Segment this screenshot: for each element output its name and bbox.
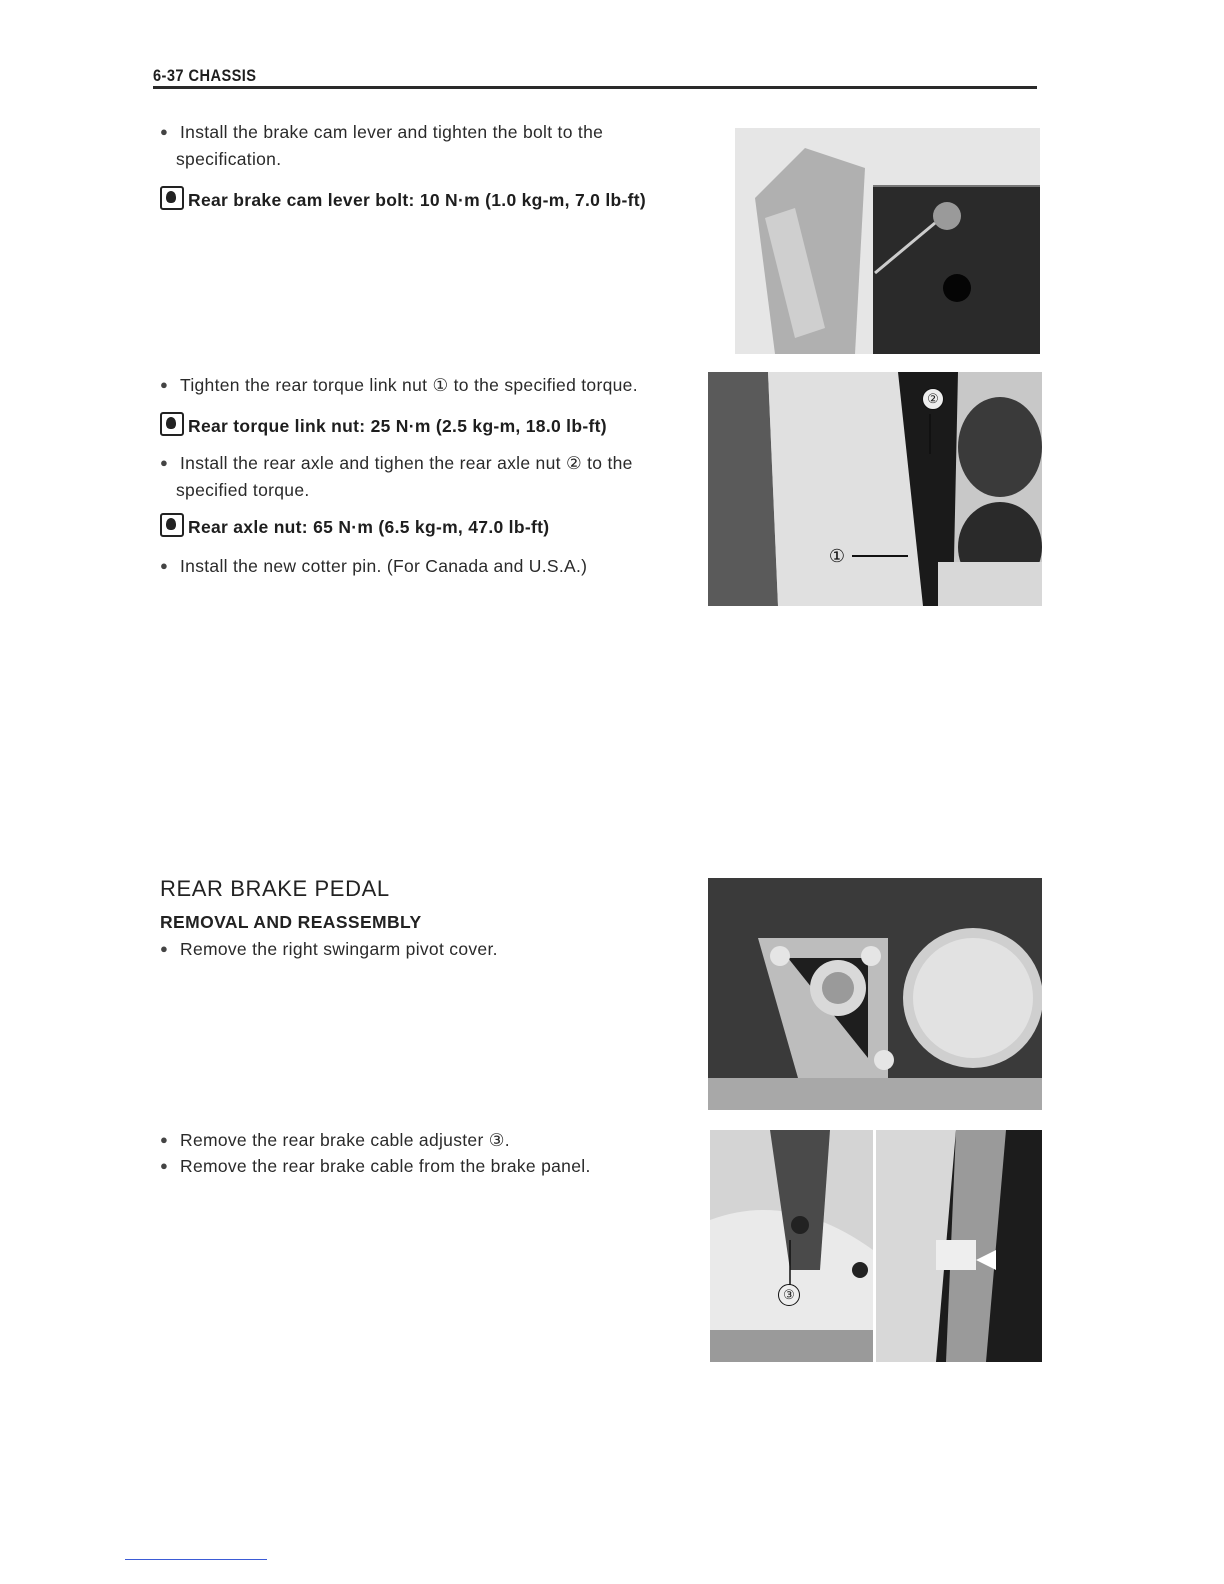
bullet-icon: ● bbox=[160, 455, 169, 470]
step-remove-brake-cable bbox=[160, 1152, 700, 1180]
step-install-cam-lever bbox=[160, 118, 700, 173]
spec-text: Rear axle nut: 65 N·m (6.5 kg-m, 47.0 lb-ft) bbox=[188, 517, 550, 537]
step-install-cotter-pin bbox=[160, 552, 700, 580]
spec-torque-link-nut bbox=[160, 412, 607, 437]
section-title: REAR BRAKE PEDAL bbox=[160, 876, 390, 901]
step-install-rear-axle bbox=[160, 449, 700, 504]
step-text: Remove the right swingarm pivot cover. bbox=[180, 939, 498, 959]
section-subtitle: REMOVAL AND REASSEMBLY bbox=[160, 912, 422, 932]
photo-brake-cam-lever bbox=[735, 128, 1040, 354]
photo-torque-link-axle bbox=[708, 372, 1042, 606]
spec-cam-lever-bolt bbox=[160, 186, 646, 211]
step-remove-pivot-cover bbox=[160, 935, 700, 963]
step-text: Install the brake cam lever and tighten the bolt to the bbox=[180, 122, 604, 142]
callout-label-1: ① bbox=[828, 546, 846, 566]
bullet-icon: ● bbox=[160, 941, 169, 956]
page-header-title: 6-37 CHASSIS bbox=[153, 66, 257, 85]
bullet-icon: ● bbox=[160, 558, 169, 573]
spec-text: Rear torque link nut: 25 N·m (2.5 kg-m, 18.0 lb-ft) bbox=[188, 416, 607, 436]
callout-label-2: ② bbox=[922, 388, 944, 410]
step-remove-cable-adjuster bbox=[160, 1126, 700, 1154]
step-text-cont: specification. bbox=[176, 149, 282, 169]
bullet-icon: ● bbox=[160, 1132, 169, 1147]
photo-cable-adjuster-left bbox=[710, 1130, 873, 1362]
footer-rule bbox=[125, 1559, 267, 1560]
step-text: Remove the rear brake cable from the brake panel. bbox=[180, 1156, 591, 1176]
step-text: Install the new cotter pin. (For Canada and U.S.A.) bbox=[180, 556, 588, 576]
step-text-cont: specified torque. bbox=[176, 480, 310, 500]
step-tighten-torque-link bbox=[160, 371, 700, 399]
torque-wrench-icon bbox=[160, 412, 184, 436]
torque-wrench-icon bbox=[160, 186, 184, 210]
header-rule bbox=[153, 86, 1037, 89]
bullet-icon: ● bbox=[160, 377, 169, 392]
bullet-icon: ● bbox=[160, 1158, 169, 1173]
photo-cable-adjuster-right bbox=[876, 1130, 1042, 1362]
step-text: Install the rear axle and tighen the rear axle nut ② to the bbox=[180, 453, 633, 473]
spec-text: Rear brake cam lever bolt: 10 N·m (1.0 kg-m, 7.0 lb-ft) bbox=[188, 190, 647, 210]
torque-wrench-icon bbox=[160, 513, 184, 537]
bullet-icon: ● bbox=[160, 124, 169, 139]
step-text: Tighten the rear torque link nut ① to the specified torque. bbox=[180, 375, 638, 395]
step-text: Remove the rear brake cable adjuster ③. bbox=[180, 1130, 510, 1150]
photo-swingarm-pivot-cover bbox=[708, 878, 1042, 1110]
callout-label-3: ③ bbox=[778, 1284, 800, 1306]
spec-rear-axle-nut bbox=[160, 513, 549, 538]
